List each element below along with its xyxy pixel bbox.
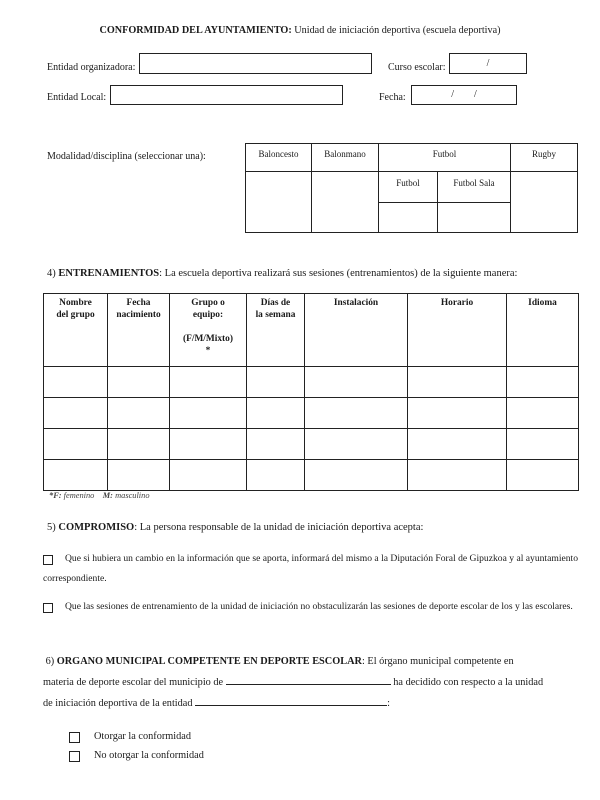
entidad-organizadora-label: Entidad organizadora: <box>47 62 136 73</box>
col-fecha-line1: Fecha <box>126 298 151 308</box>
compromiso-title: COMPROMISO <box>58 522 135 533</box>
modalidad-header-rugby: Rugby <box>511 144 578 172</box>
col-grupo-line2: equipo: <box>192 310 224 320</box>
otorgar-label: Otorgar la conformidad <box>94 731 192 742</box>
col-dias-line1: Días de <box>260 298 291 308</box>
table-cell[interactable] <box>108 398 170 429</box>
table-cell[interactable] <box>305 367 408 398</box>
compromiso-heading <box>47 522 423 533</box>
modalidad-header-futbol: Futbol <box>379 144 511 172</box>
legend-f-value: femenino <box>63 491 95 500</box>
compromiso-item-2: Que las sesiones de entrenamiento de la unidad de iniciación no obstaculizarán las sesiones de deporte escolar de los y las escolares. <box>65 601 573 612</box>
table-cell[interactable] <box>507 367 579 398</box>
entrenamientos-title: ENTRENAMIENTOS <box>58 268 160 279</box>
col-nombre-grupo <box>44 294 108 367</box>
fecha-label: Fecha: <box>379 92 406 103</box>
legend-m-value: masculino <box>115 491 150 500</box>
table-cell[interactable] <box>44 429 108 460</box>
table-cell[interactable] <box>247 429 305 460</box>
organo-number: 6) <box>45 656 55 667</box>
organo-line-3 <box>43 693 578 714</box>
table-row <box>44 398 579 429</box>
compromiso-text: : La persona responsable de la unidad de iniciación deportiva acepta: <box>134 522 424 533</box>
col-grupo-line3: (F/M/Mixto) <box>183 334 233 344</box>
modalidad-subheader-futbol-sala: Futbol Sala <box>438 172 511 203</box>
table-cell[interactable] <box>305 398 408 429</box>
table-cell[interactable] <box>247 460 305 491</box>
modalidad-table <box>245 143 578 233</box>
modalidad-header-balonmano: Balonmano <box>312 144 379 172</box>
modalidad-select-balonmano[interactable] <box>312 172 379 233</box>
modalidad-select-futbol[interactable] <box>379 203 438 233</box>
table-row <box>44 429 579 460</box>
fecha-field[interactable]: / / <box>411 85 517 105</box>
table-row <box>44 460 579 491</box>
municipio-blank-field[interactable] <box>226 672 391 685</box>
no-otorgar-label: No otorgar la conformidad <box>94 750 204 761</box>
entidad-organizadora-field[interactable] <box>139 53 372 74</box>
table-cell[interactable] <box>408 398 507 429</box>
table-cell[interactable] <box>108 429 170 460</box>
col-fecha-line2: nacimiento <box>116 310 161 320</box>
page-title <box>0 25 600 36</box>
modalidad-subheader-futbol: Futbol <box>379 172 438 203</box>
organo-text-2b: ha decidido con respecto a la unidad <box>393 677 544 688</box>
col-dias-line2: la semana <box>255 310 296 320</box>
entrenamientos-heading <box>47 268 517 279</box>
col-horario: Horario <box>408 294 507 367</box>
table-cell[interactable] <box>170 429 247 460</box>
col-idioma: Idioma <box>507 294 579 367</box>
title-rest: Unidad de iniciación deportiva (escuela deportiva) <box>291 25 501 36</box>
entidad-blank-field[interactable] <box>195 693 387 706</box>
entidad-local-field[interactable] <box>110 85 343 105</box>
gender-legend <box>49 491 150 500</box>
entrenamientos-text: : La escuela deportiva realizará sus sesiones (entrenamientos) de la siguiente manera: <box>159 268 518 279</box>
modalidad-select-futbol-sala[interactable] <box>438 203 511 233</box>
organo-paragraph <box>43 652 578 714</box>
table-cell[interactable] <box>305 429 408 460</box>
table-cell[interactable] <box>170 367 247 398</box>
entidad-local-label: Entidad Local: <box>47 92 107 103</box>
title-bold: CONFORMIDAD DEL AYUNTAMIENTO: <box>99 25 292 36</box>
table-cell[interactable] <box>108 367 170 398</box>
legend-m-key: M: <box>102 491 113 500</box>
table-cell[interactable] <box>247 367 305 398</box>
col-grupo-line4: * <box>205 346 211 356</box>
curso-escolar-label: Curso escolar: <box>388 62 446 73</box>
organo-title: ORGANO MUNICIPAL COMPETENTE EN DEPORTE ESCOLAR <box>56 656 362 667</box>
organo-line-1 <box>43 652 578 672</box>
entrenamientos-number: 4) <box>47 268 56 279</box>
table-cell[interactable] <box>408 367 507 398</box>
table-cell[interactable] <box>44 367 108 398</box>
table-cell[interactable] <box>44 460 108 491</box>
organo-text-2a: materia de deporte escolar del municipio de <box>43 677 224 688</box>
col-grupo-equipo <box>170 294 247 367</box>
table-cell[interactable] <box>507 398 579 429</box>
organo-text-3b: : <box>387 698 390 709</box>
table-row <box>44 367 579 398</box>
modalidad-select-baloncesto[interactable] <box>246 172 312 233</box>
col-nombre-line2: del grupo <box>56 310 95 320</box>
compromiso-number: 5) <box>47 522 56 533</box>
table-cell[interactable] <box>170 460 247 491</box>
otorgar-checkbox[interactable] <box>69 732 80 743</box>
table-cell[interactable] <box>108 460 170 491</box>
organo-line-2 <box>43 672 578 693</box>
table-cell[interactable] <box>170 398 247 429</box>
modalidad-select-rugby[interactable] <box>511 172 578 233</box>
table-cell[interactable] <box>305 460 408 491</box>
modalidad-label: Modalidad/disciplina (seleccionar una): <box>47 151 206 162</box>
table-cell[interactable] <box>507 429 579 460</box>
col-nombre-line1: Nombre <box>59 298 92 308</box>
modalidad-header-baloncesto: Baloncesto <box>246 144 312 172</box>
col-instalacion: Instalación <box>305 294 408 367</box>
table-cell[interactable] <box>408 460 507 491</box>
legend-f-key: *F: <box>49 491 62 500</box>
table-cell[interactable] <box>507 460 579 491</box>
table-cell[interactable] <box>44 398 108 429</box>
organo-text-1: : El órgano municipal competente en <box>361 656 514 667</box>
no-otorgar-checkbox[interactable] <box>69 751 80 762</box>
col-grupo-line1: Grupo o <box>191 298 225 308</box>
organo-text-3a: de iniciación deportiva de la entidad <box>43 698 193 709</box>
entrenamientos-table <box>43 293 579 491</box>
compromiso-item-1: Que si hubiera un cambio en la información que se aporta, informará del mismo a la Diputación Foral de Gipuzkoa y al ayuntamiento correspondiente. <box>43 553 578 584</box>
table-cell[interactable] <box>247 398 305 429</box>
col-dias-semana <box>247 294 305 367</box>
curso-escolar-field[interactable]: / <box>449 53 527 74</box>
table-cell[interactable] <box>408 429 507 460</box>
col-fecha-nacimiento <box>108 294 170 367</box>
